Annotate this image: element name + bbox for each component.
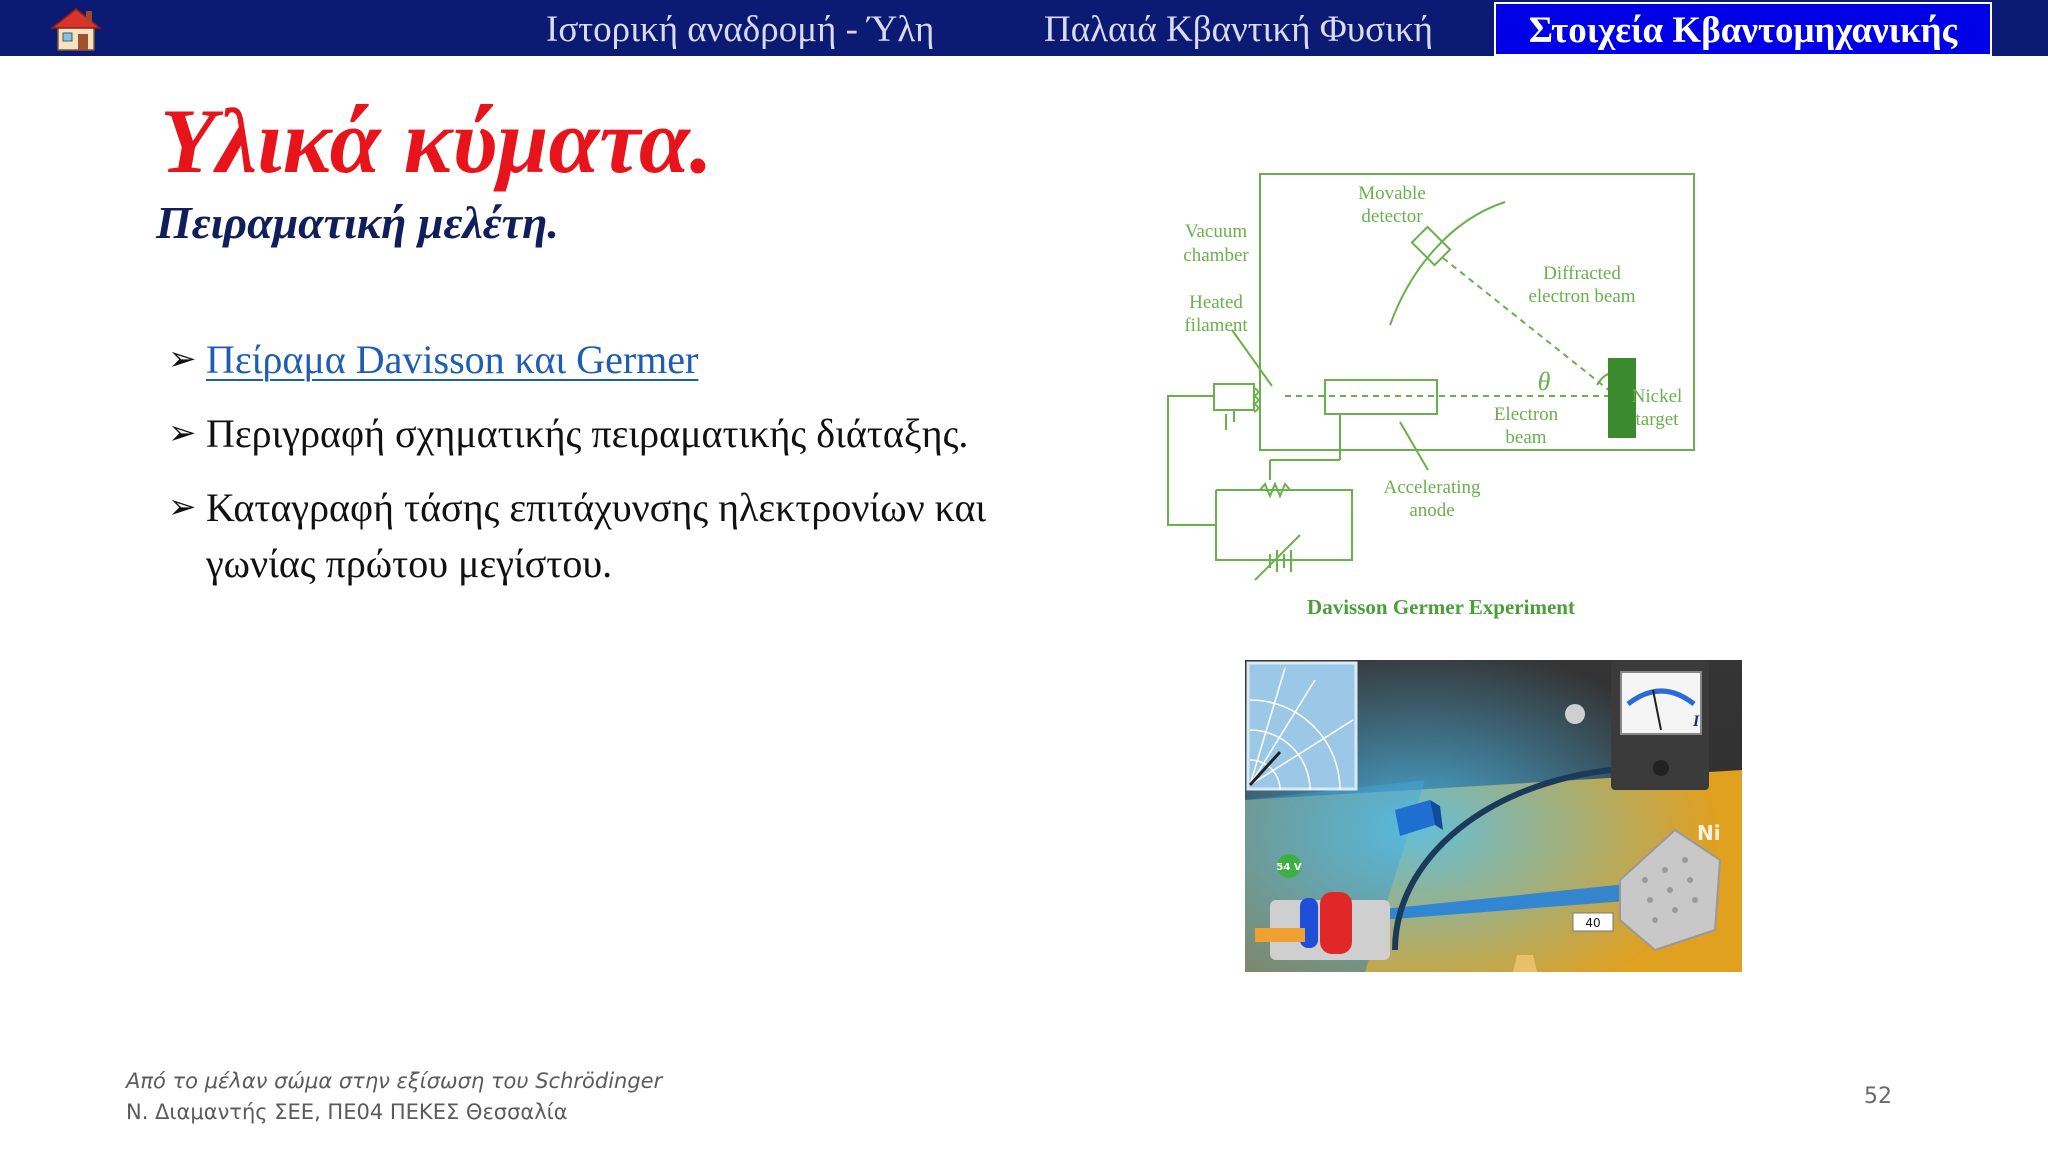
label-diffracted: Diffracted (1543, 263, 1621, 284)
meter-label: I (1693, 713, 1700, 730)
bullet-text: Περιγραφή σχηματικής πειραματικής διάταξης. (206, 411, 969, 456)
label-filament: filament (1184, 315, 1248, 336)
label-detector: detector (1361, 206, 1423, 227)
arrowhead-bullet-icon: ➢ (168, 341, 197, 378)
bullet-text: Καταγραφή τάσης επιτάχυνσης ηλεκτρονίων και γωνίας πρώτου μεγίστου. (206, 485, 987, 586)
footer-source: Από το μέλαν σώμα στην εξίσωση του Schrödinger (126, 1069, 663, 1093)
nav-tab-old-quantum-physics[interactable]: Παλαιά Κβαντική Φυσική (1044, 9, 1434, 50)
label-vacuum: Vacuum (1184, 221, 1248, 242)
label-target: target (1635, 409, 1679, 430)
label-heated: Heated (1189, 292, 1243, 313)
footer-author: Ν. Διαμαντής ΣΕΕ, ΠΕ04 ΠΕΚΕΣ Θεσσαλία (126, 1100, 568, 1124)
label-movable: Movable (1358, 183, 1426, 204)
nav-tab-quantum-mechanics[interactable]: Στοιχεία Κβαντομηχανικής (1494, 2, 1992, 56)
label-nickel: Nickel (1631, 386, 1683, 407)
page-number: 52 (1864, 1084, 1892, 1109)
label-anode: anode (1409, 500, 1455, 521)
angle-value[interactable]: 40 (1585, 916, 1601, 930)
label-electron-beam-diffracted: electron beam (1528, 286, 1636, 307)
davisson-germer-diagram (1160, 160, 1720, 630)
davisson-germer-simulation[interactable] (1245, 660, 1742, 972)
arrowhead-bullet-icon: ➢ (168, 489, 197, 526)
label-chamber: chamber (1183, 245, 1249, 266)
bullet-item (168, 480, 1028, 592)
home-button[interactable] (50, 6, 102, 52)
slide-subtitle: Πειραματική μελέτη. (156, 197, 559, 248)
label-beam: beam (1505, 427, 1547, 448)
diagram-caption: Davisson Germer Experiment (1307, 595, 1575, 619)
voltage-readout: 54 V (1276, 862, 1302, 873)
slide-title: Υλικά κύματα. (160, 90, 713, 192)
label-accelerating: Accelerating (1383, 477, 1481, 498)
arrowhead-bullet-icon: ➢ (168, 415, 197, 452)
davisson-germer-link[interactable]: Πείραμα Davisson και Germer (206, 337, 699, 382)
nav-tab-history[interactable]: Ιστορική αναδρομή - Ύλη (546, 9, 935, 50)
bullet-list (168, 332, 1028, 610)
bullet-item (168, 406, 1028, 462)
label-theta: θ (1537, 367, 1551, 396)
footer (126, 1066, 662, 1128)
top-navigation-bar (0, 0, 2048, 56)
label-electron: Electron (1493, 404, 1559, 425)
house-icon (50, 6, 102, 52)
bullet-item (168, 332, 1028, 388)
nickel-label: Ni (1697, 821, 1721, 845)
